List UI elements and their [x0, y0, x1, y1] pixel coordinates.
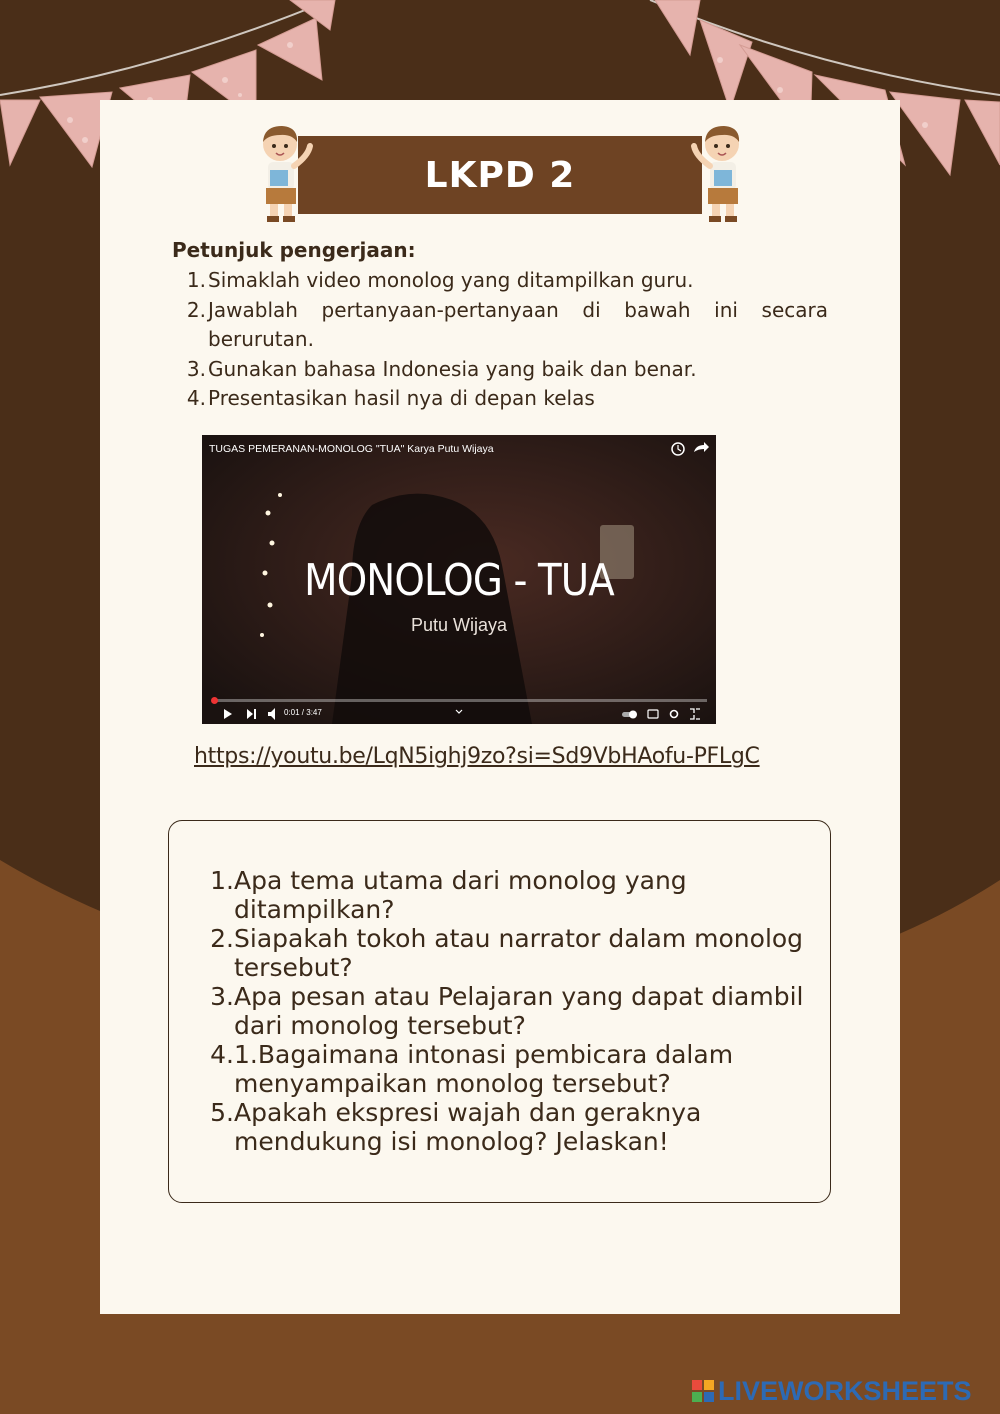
video-time: 0:01 / 3:47	[284, 708, 322, 717]
video-overlay-title: MONOLOG - TUA	[304, 555, 614, 606]
question-text: Apakah ekspresi wajah dan geraknya mendukung isi monolog? Jelaskan!	[234, 1098, 702, 1156]
list-item	[172, 384, 828, 414]
question-item	[204, 866, 804, 924]
question-text: Apa tema utama dari monolog yang ditampilkan?	[234, 866, 687, 924]
list-item-number: 2.	[186, 297, 206, 322]
instructions-list	[172, 266, 828, 414]
list-item-number: 1.	[186, 268, 206, 292]
list-item-number: 4.	[186, 386, 206, 410]
page-title: LKPD 2	[424, 154, 576, 196]
question-text: 1.Bagaimana intonasi pembicara dalam menyampaikan monolog tersebut?	[234, 1040, 734, 1098]
questions-list	[204, 866, 804, 1156]
brand-name: LIVEWORKSHEETS	[718, 1375, 972, 1406]
question-number: 1.	[210, 866, 234, 895]
question-item	[204, 982, 804, 1040]
list-item-text: Gunakan bahasa Indonesia yang baik dan benar.	[208, 356, 697, 381]
video-overlay-subtitle: Putu Wijaya	[410, 615, 508, 635]
liveworksheets-logo	[692, 1376, 972, 1406]
list-item-text: Simaklah video monolog yang ditampilkan guru.	[208, 268, 694, 292]
question-number: 5.	[210, 1098, 234, 1127]
instructions-section	[172, 238, 828, 414]
question-text: Apa pesan atau Pelajaran yang dapat diambil dari monolog tersebut?	[234, 982, 804, 1040]
question-item	[204, 1098, 804, 1156]
question-number: 4.	[210, 1040, 234, 1069]
kid-illustration-icon	[252, 122, 322, 226]
kid-illustration-icon	[684, 122, 754, 226]
list-item	[172, 296, 828, 355]
liveworksheets-logo-icon	[692, 1380, 714, 1402]
video-title: TUGAS PEMERANAN-MONOLOG "TUA" Karya Putu Wijaya	[209, 443, 494, 455]
video-progress-bar[interactable]	[214, 699, 707, 702]
question-number: 3.	[210, 982, 234, 1011]
list-item-text: Presentasikan hasil nya di depan kelas	[208, 386, 595, 410]
list-item	[172, 266, 828, 296]
question-text: Siapakah tokoh atau narrator dalam monolog tersebut?	[234, 924, 804, 982]
question-item	[204, 1040, 804, 1098]
question-item	[204, 924, 804, 982]
question-number: 2.	[210, 924, 234, 953]
video-player[interactable]	[202, 435, 716, 724]
list-item-number: 3.	[186, 356, 206, 381]
title-banner	[298, 136, 702, 214]
video-link[interactable]: https://youtu.be/LqN5ighj9zo?si=Sd9VbHAofu-PFLgC	[194, 744, 760, 769]
video-scrubber-handle[interactable]	[211, 697, 218, 704]
list-item-text: Jawablah pertanyaan-pertanyaan di bawah ini secara berurutan.	[208, 297, 828, 351]
list-item	[172, 355, 828, 385]
instructions-heading: Petunjuk pengerjaan:	[172, 238, 416, 262]
